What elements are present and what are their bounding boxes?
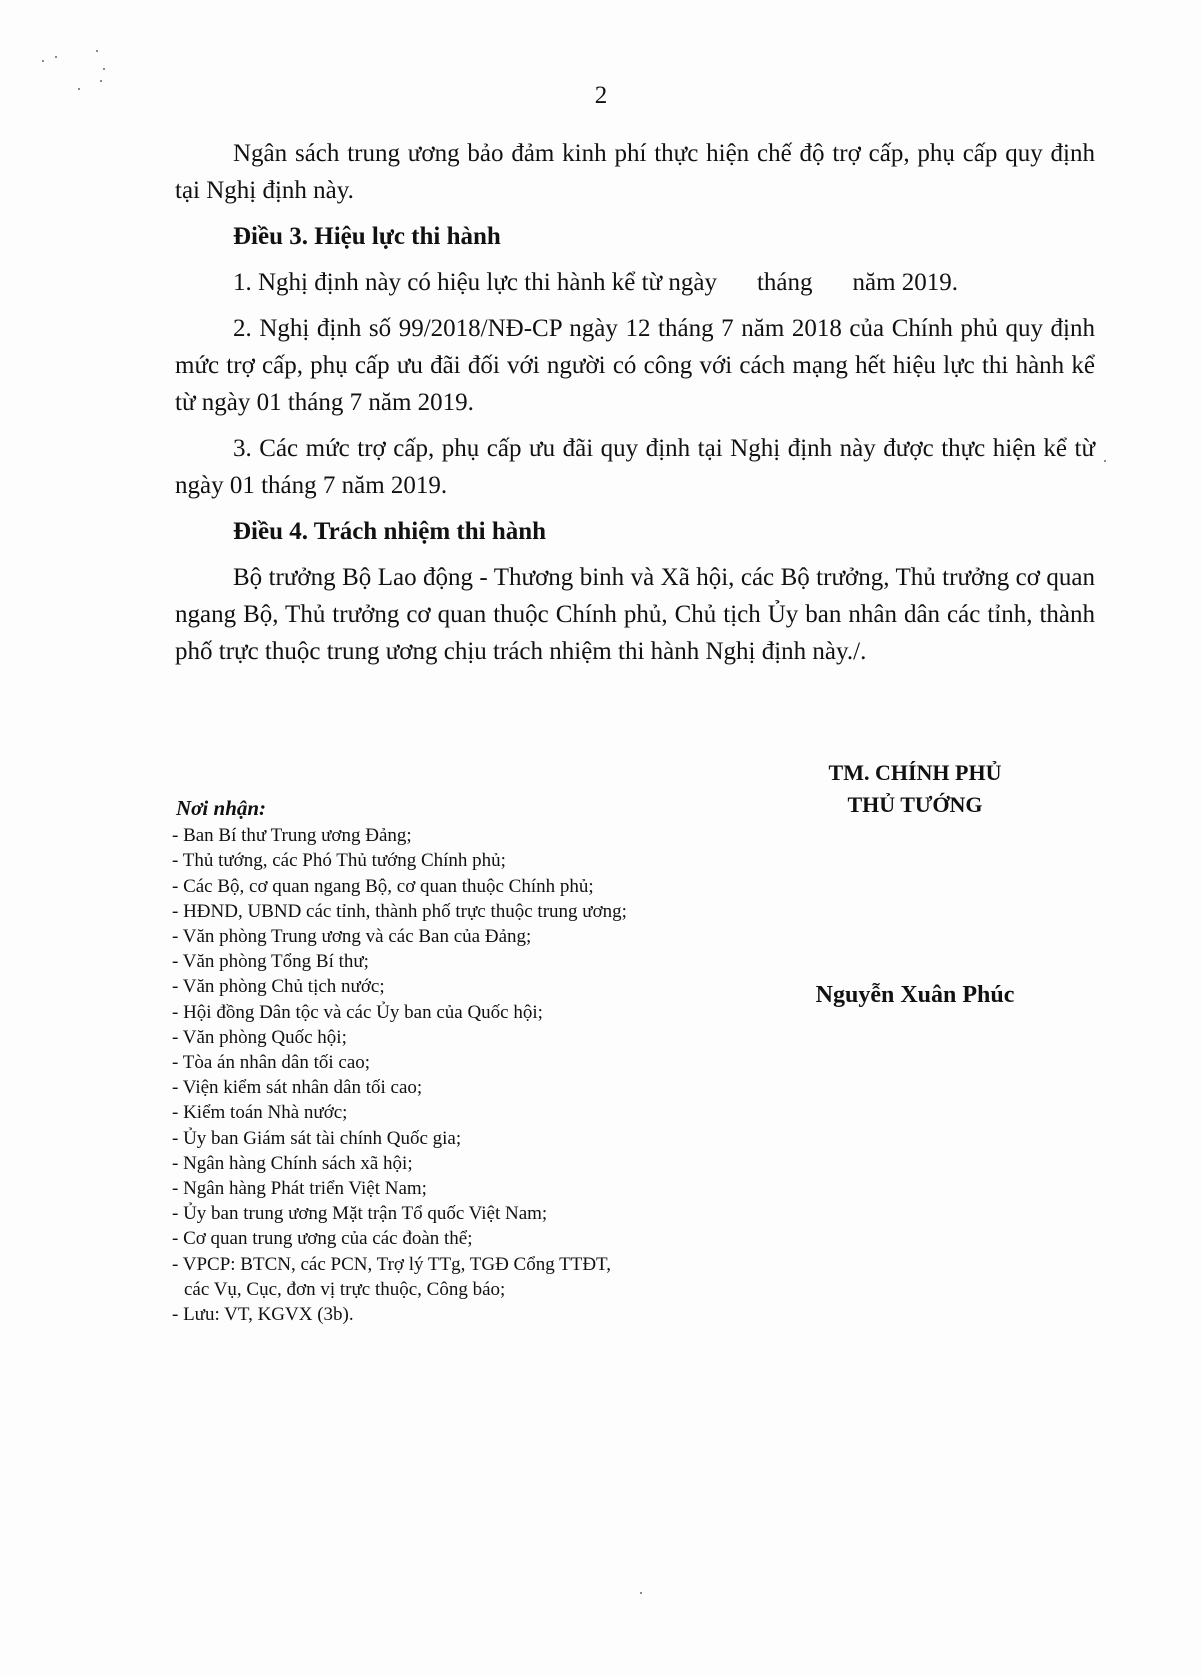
recipients-block — [172, 796, 732, 1327]
scan-speck — [103, 68, 105, 70]
signature-title: TM. CHÍNH PHỦ — [828, 760, 1002, 785]
scan-speck — [640, 1592, 642, 1594]
clause-1-year: năm 2019. — [852, 269, 959, 296]
recipient-item: - VPCP: BTCN, các PCN, Trợ lý TTg, TGĐ Cổng TTĐT, — [172, 1253, 612, 1275]
clause-3: 3. Các mức trợ cấp, phụ cấp ưu đãi quy định tại Nghị định này được thực hiện kể từ ngày 01 tháng 7 năm 2019. — [175, 435, 1095, 499]
signature-block — [790, 757, 1040, 821]
article-3-heading: Điều 3. Hiệu lực thi hành — [233, 223, 501, 250]
recipient-item: - Hội đồng Dân tộc và các Ủy ban của Quốc hội; — [172, 1001, 543, 1023]
clause-1-month: tháng — [756, 269, 813, 296]
recipient-item: - Ngân hàng Phát triển Việt Nam; — [172, 1178, 427, 1200]
signature-position: THỦ TƯỚNG — [847, 792, 983, 817]
recipient-item: - Văn phòng Chủ tịch nước; — [172, 976, 385, 998]
recipient-item: - Văn phòng Trung ương và các Ban của Đảng; — [172, 926, 532, 948]
scan-speck — [96, 50, 98, 52]
recipient-item: - Ngân hàng Chính sách xã hội; — [172, 1152, 413, 1174]
budget-paragraph: Ngân sách trung ương bảo đảm kinh phí thực hiện chế độ trợ cấp, phụ cấp quy định tại Nghị định này. — [175, 140, 1095, 204]
signer-name: Nguyễn Xuân Phúc — [815, 982, 1015, 1008]
scan-speck — [55, 56, 57, 58]
recipient-item: - Cơ quan trung ương của các đoàn thể; — [172, 1228, 473, 1250]
recipient-item: - Ủy ban trung ương Mặt trận Tổ quốc Việt Nam; — [172, 1203, 548, 1225]
recipient-item: - Văn phòng Tổng Bí thư; — [172, 951, 369, 973]
recipient-item: - Ủy ban Giám sát tài chính Quốc gia; — [172, 1127, 462, 1149]
clause-2: 2. Nghị định số 99/2018/NĐ-CP ngày 12 tháng 7 năm 2018 của Chính phủ quy định mức trợ cấp, phụ cấp ưu đãi đối với người có công với cách mạng hết hiệu lực thi hành kể từ ngày 01 tháng 7 năm 2019. — [175, 315, 1095, 416]
recipient-item: - Lưu: VT, KGVX (3b). — [172, 1304, 354, 1326]
recipient-item: - HĐND, UBND các tỉnh, thành phố trực thuộc trung ương; — [172, 900, 627, 922]
recipient-item: các Vụ, Cục, đơn vị trực thuộc, Công báo; — [184, 1278, 506, 1300]
recipient-item: - Kiểm toán Nhà nước; — [172, 1102, 348, 1124]
clause-1 — [175, 264, 1095, 301]
recipients-title: Nơi nhận: — [176, 796, 267, 820]
recipient-item: - Thủ tướng, các Phó Thủ tướng Chính phủ; — [172, 850, 506, 872]
document-body — [175, 135, 1095, 679]
article-4-body: Bộ trưởng Bộ Lao động - Thương binh và Xã hội, các Bộ trưởng, Thủ trưởng cơ quan ngang Bộ, Thủ trưởng cơ quan thuộc Chính phủ, Chủ tịch Ủy ban nhân dân các tỉnh, thành phố trực thuộc trung ương chịu trách nhiệm thi hành Nghị định này./. — [175, 564, 1095, 665]
clause-1-text: 1. Nghị định này có hiệu lực thi hành kể từ ngày — [233, 269, 717, 296]
recipients-list — [172, 823, 732, 1327]
recipient-item: - Các Bộ, cơ quan ngang Bộ, cơ quan thuộc Chính phủ; — [172, 875, 594, 897]
scan-speck — [42, 60, 44, 62]
page-number: 2 — [594, 82, 608, 109]
recipient-item: - Ban Bí thư Trung ương Đảng; — [172, 825, 412, 847]
scan-speck — [1104, 460, 1106, 462]
recipient-item: - Viện kiểm sát nhân dân tối cao; — [172, 1077, 423, 1099]
recipient-item: - Tòa án nhân dân tối cao; — [172, 1052, 371, 1074]
article-4-heading: Điều 4. Trách nhiệm thi hành — [233, 518, 547, 545]
recipient-item: - Văn phòng Quốc hội; — [172, 1026, 347, 1048]
